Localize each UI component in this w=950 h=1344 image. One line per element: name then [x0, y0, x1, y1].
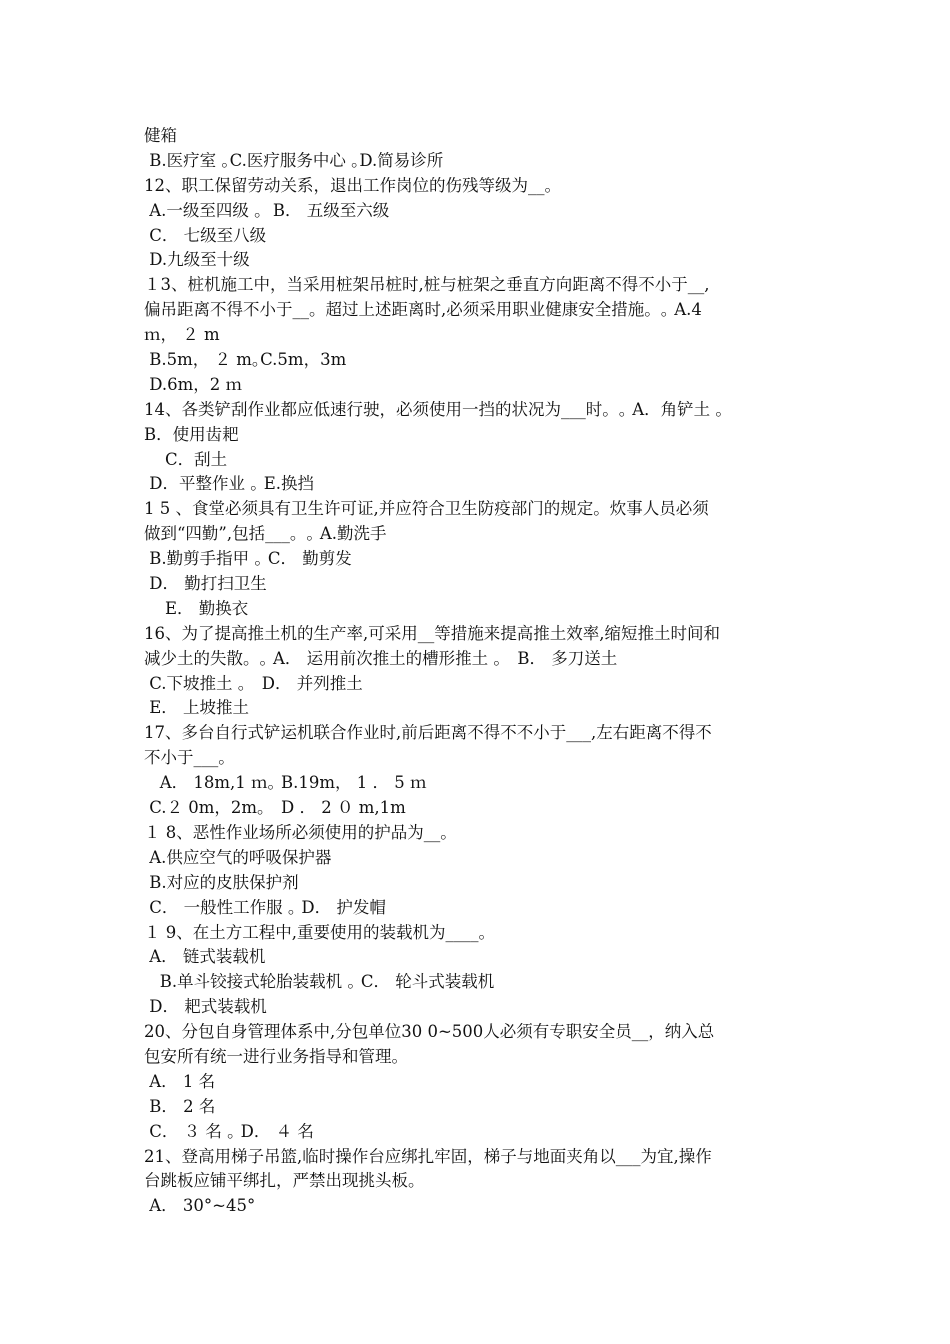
- text-line: 12、职工保留劳动关系，退出工作岗位的伤残等级为__。: [144, 175, 561, 195]
- text-line: A． 1 名: [144, 1071, 216, 1091]
- text-line: 不小于___。: [144, 748, 235, 768]
- text-line: C． 七级至八级: [144, 225, 267, 245]
- text-line: D.九级至十级: [144, 250, 250, 270]
- text-line: A.供应空气的呼吸保护器: [144, 847, 332, 867]
- text-line: A． 链式装载机: [144, 947, 266, 967]
- text-line: D.6m，2 ｍ: [144, 374, 243, 394]
- text-line: B.5m， ２ m｡C.5m，3m: [144, 350, 347, 370]
- text-line: 台跳板应铺平绑扎，严禁出现挑头板。: [144, 1171, 425, 1191]
- text-line: A． 18m,1 ｍ｡ B.19m， 1 ． 5 ｍ: [144, 773, 427, 793]
- document-body: [144, 124, 808, 1219]
- text-line: E． 上坡推土: [144, 698, 250, 718]
- text-line: 20、分包自身管理体系中,分包单位30 0~500人必须有专职安全员__，纳入总: [144, 1022, 715, 1042]
- text-line: 16、为了提高推土机的生产率,可采用__等措施来提高推土效率,缩短推土时间和: [144, 623, 720, 643]
- text-line: １3、桩机施工中，当采用桩架吊桩时,桩与桩架之垂直方向距离不得不小于__,: [144, 275, 710, 295]
- text-line: B.单斗铰接式轮胎装载机 ｡ C． 轮斗式装载机: [144, 972, 495, 992]
- text-line: 做到“四勤”,包括___。｡ A.勤洗手: [144, 524, 387, 544]
- text-line: 21、登高用梯子吊篮,临时操作台应绑扎牢固，梯子与地面夹角以___为宜,操作: [144, 1146, 712, 1166]
- text-line: 减少土的失散。｡ A． 运用前次推土的槽形推土 ｡ B． 多刀送土: [144, 648, 618, 668]
- text-line: 健箱: [144, 126, 177, 145]
- text-line: D．平整作业 ｡ E.换挡: [144, 474, 315, 494]
- text-line: C． ３ 名 ｡ D． ４ 名: [144, 1121, 314, 1141]
- text-line: 包安所有统一进行业务指导和管理。: [144, 1046, 408, 1066]
- text-line: １ 8、恶性作业场所必须使用的护品为__。: [144, 822, 457, 842]
- text-line: E． 勤换衣: [144, 598, 249, 618]
- text-line: C．刮土: [144, 449, 228, 469]
- text-line: B． 2 名: [144, 1096, 216, 1116]
- text-line: B.对应的皮肤保护剂: [144, 872, 299, 892]
- text-line: A.一级至四级 ｡ B． 五级至六级: [144, 200, 390, 220]
- text-line: D． 耙式装载机: [144, 997, 267, 1017]
- text-line: B．使用齿耙: [144, 424, 239, 444]
- text-line: １ 9、在土方工程中,重要使用的装载机为____。: [144, 922, 495, 942]
- text-line: 17、多台自行式铲运机联合作业时,前后距离不得不不小于___,左右距离不得不: [144, 723, 712, 743]
- text-line: B.勤剪手指甲 ｡ C． 勤剪发: [144, 549, 352, 569]
- text-line: A． 30°~45°: [144, 1196, 256, 1216]
- text-line: 1 5 、食堂必须具有卫生许可证,并应符合卫生防疫部门的规定。炊事人员必须: [144, 499, 709, 519]
- text-line: D． 勤打扫卫生: [144, 574, 267, 594]
- text-line: C.下坡推土 ｡ D． 并列推土: [144, 673, 363, 693]
- text-line: C． 一般性工作服 ｡ D． 护发帽: [144, 897, 386, 917]
- text-line: 偏吊距离不得不小于__。超过上述距离时,必须采用职业健康安全措施。｡ A.4: [144, 300, 702, 320]
- text-line: 14、各类铲刮作业都应低速行驶，必须使用一挡的状况为___时。｡ A．角铲土 ｡: [144, 399, 724, 419]
- text-line: ｍ， ２ m: [144, 325, 220, 345]
- text-line: C.２ 0m，2m｡ D ． 2 ０ m,1m: [144, 798, 406, 818]
- text-line: B.医疗室 ｡C.医疗服务中心 ｡D.简易诊所: [144, 150, 444, 170]
